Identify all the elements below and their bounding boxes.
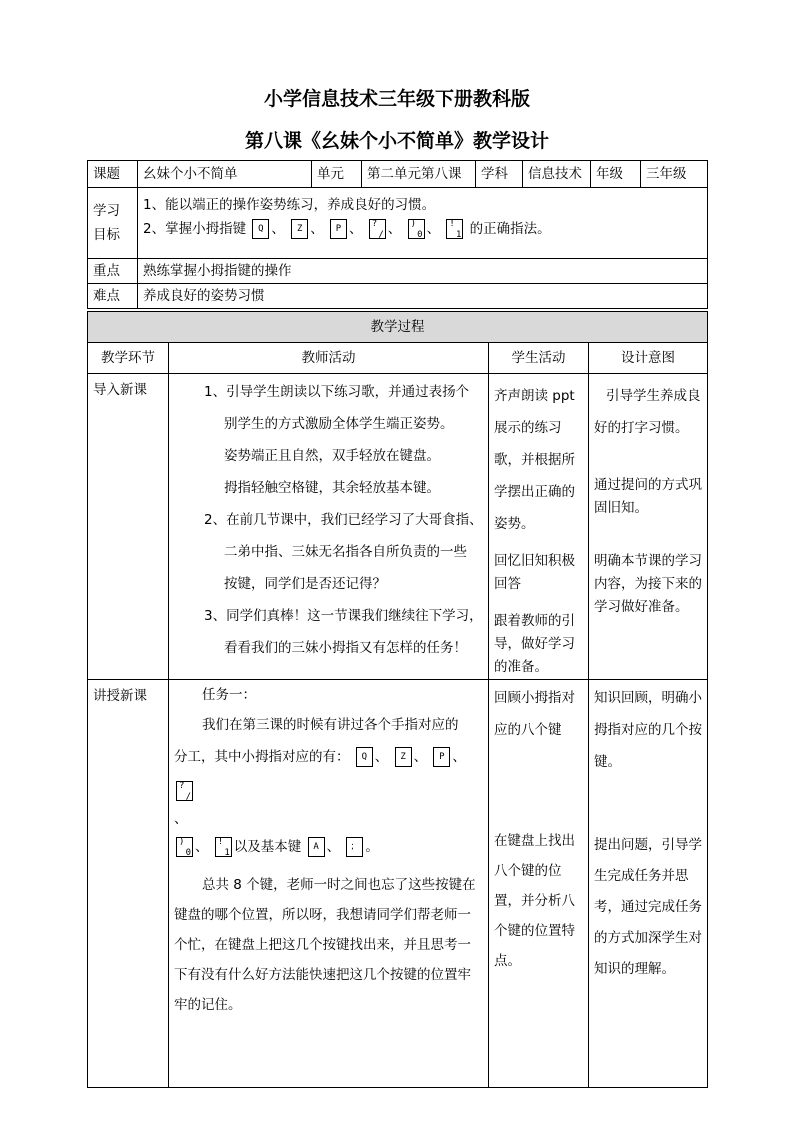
- lesson-title: 第八课《幺妹个小不简单》教学设计: [244, 130, 549, 152]
- separator: 、: [413, 749, 428, 765]
- key-0-bottom: 0: [417, 230, 423, 240]
- lecture-p1d: 。: [365, 839, 379, 855]
- topic-value: 幺妹个小不简单: [138, 161, 312, 188]
- key-1-top: !: [217, 837, 224, 847]
- difficulty-value: 养成良好的姿势习惯: [138, 284, 708, 309]
- header-stage: 教学环节: [88, 343, 169, 374]
- key-slash-top: ?: [179, 781, 185, 791]
- lecture-student-activity: [489, 680, 589, 1088]
- lecture-p1-line2: [174, 740, 483, 808]
- intro-t2c: 按键，同学们是否还记得？: [224, 576, 386, 592]
- goal-line-2-suffix: 的正确指法。: [469, 221, 551, 237]
- key-0-top: ): [410, 219, 416, 229]
- key-1-top: !: [449, 219, 455, 229]
- key-semicolon: ；: [346, 837, 363, 857]
- lecture-p1-line3: [174, 830, 483, 864]
- intro-t2b: 二弟中指、三妹无名指各自所负责的一些: [224, 544, 467, 560]
- intro-t1a: 1、引导学生朗读以下练习歌，并通过表扬个: [204, 384, 470, 400]
- unit-label: 单元: [312, 161, 362, 188]
- key-0-bottom: 0: [185, 848, 191, 858]
- intro-t3a: 3、同学们真棒！这一节课我们继续往下学习，: [204, 608, 483, 624]
- key-1-bottom: 1: [455, 230, 462, 240]
- goal-line-2-prefix: 2、掌握小拇指键: [143, 221, 247, 237]
- goals-content: [138, 188, 708, 259]
- grade-value: 三年级: [641, 161, 708, 188]
- lecture-stage: 讲授新课: [88, 680, 169, 1088]
- intro-design-intent: [589, 374, 708, 680]
- key-0: [408, 219, 425, 239]
- key-slash-top: ?: [371, 219, 378, 229]
- intro-student-activity: [489, 374, 589, 680]
- intro-t1b: 别学生的方式激励全体学生端正姿势。: [224, 416, 454, 432]
- document-title: 小学信息技术三年级下册教科版: [263, 88, 530, 110]
- key-points-value: 熟练掌握小拇指键的操作: [138, 259, 708, 284]
- separator: 、: [310, 221, 324, 237]
- process-title: 教学过程: [88, 312, 708, 343]
- separator: 、: [452, 749, 466, 765]
- intro-t1c: 姿势端正且自然，双手轻放在键盘。: [224, 448, 440, 464]
- lecture-sep-line: 、: [174, 811, 188, 827]
- key-0: [176, 837, 193, 857]
- key-1: [215, 837, 232, 857]
- key-points-label: 重点: [88, 259, 138, 284]
- goals-label-text: 学习目标: [93, 203, 120, 243]
- grade-label: 年级: [591, 161, 641, 188]
- subject-value: 信息技术: [523, 161, 591, 188]
- lesson-info-table: [87, 160, 708, 309]
- intro-d1: 引导学生养成良好的打字习惯。: [594, 388, 701, 436]
- topic-label: 课题: [88, 161, 138, 188]
- intro-teacher-activity: [169, 374, 489, 680]
- key-q: Q: [356, 747, 373, 767]
- intro-t3b: 看看我们的三妹小拇指又有怎样的任务！: [224, 640, 467, 656]
- key-z: Z: [291, 219, 308, 239]
- key-1: [446, 219, 463, 239]
- goal-line-1: 1、能以端正的操作姿势练习，养成良好的习惯。: [143, 197, 436, 213]
- separator: 、: [374, 749, 389, 765]
- header-design: 设计意图: [589, 343, 708, 374]
- intro-stage: 导入新课: [88, 374, 169, 680]
- key-a: A: [308, 837, 325, 857]
- lecture-p1b: 分工，其中小拇指对应的有：: [174, 749, 350, 765]
- key-1-bottom: 1: [224, 848, 230, 858]
- key-p: P: [433, 747, 450, 767]
- lecture-design-intent: [589, 680, 708, 1088]
- lecture-d2: 提出问题，引导学生完成任务并思考，通过完成任务的方式加深学生对知识的理解。: [594, 837, 702, 977]
- key-p: P: [330, 219, 347, 239]
- difficulty-label: 难点: [88, 284, 138, 309]
- separator: 、: [326, 839, 341, 855]
- key-q: Q: [252, 219, 269, 239]
- header-teacher: 教师活动: [169, 343, 489, 374]
- intro-s2: 回忆旧知积极回答: [494, 553, 575, 592]
- goal-line-2: [143, 218, 702, 240]
- lecture-s2: 在键盘上找出八个键的位置，并分析八个键的位置特点。: [494, 833, 575, 969]
- lecture-s1: 回顾小拇指对应的八个键: [494, 690, 575, 738]
- separator: 、: [195, 839, 209, 855]
- goals-label: [88, 188, 138, 259]
- teaching-process-table: [87, 311, 708, 1088]
- lecture-task: 任务一：: [202, 687, 256, 703]
- key-0-top: ): [179, 837, 185, 847]
- intro-s1: 齐声朗读 ppt 展示的练习歌，并根据所学摆出正确的姿势。: [494, 388, 575, 532]
- header-student: 学生活动: [489, 343, 589, 374]
- lecture-d1: 知识回顾，明确小拇指对应的几个按键。: [594, 690, 702, 770]
- subject-label: 学科: [476, 161, 523, 188]
- unit-value: 第二单元第八课: [362, 161, 476, 188]
- lecture-teacher-activity: [169, 680, 489, 1088]
- intro-t2a: 2、在前几节课中，我们已经学习了大哥食指、: [204, 512, 483, 528]
- lecture-p2: 总共 8 个键，老师一时之间也忘了这些按键在键盘的哪个位置，所以呀，我想请同学们帮老师一个忙，在键盘上把这几个按键找出来，并且思考一下有没有什么好方法能快速把这几个按键的位置牢牢的记住。: [174, 877, 476, 1013]
- separator: 、: [348, 221, 363, 237]
- lecture-p1c: 以及基本键: [233, 839, 302, 855]
- intro-d3: 明确本节课的学习内容，为接下来的学习做好准备。: [594, 553, 702, 615]
- intro-d2: 通过提问的方式巩固旧知。: [594, 477, 702, 516]
- intro-s3: 跟着教师的引导，做好学习的准备。: [494, 613, 575, 675]
- key-slash: [369, 219, 386, 239]
- key-slash: [176, 781, 193, 801]
- key-z: Z: [395, 747, 412, 767]
- separator: 、: [426, 221, 441, 237]
- key-slash-bottom: /: [185, 792, 191, 802]
- separator: 、: [271, 221, 285, 237]
- key-slash-bottom: /: [378, 230, 384, 240]
- intro-t1d: 拇指轻触空格键，其余轻放基本键。: [224, 480, 440, 496]
- separator: 、: [387, 221, 402, 237]
- lecture-p1a: 我们在第三课的时候有讲过各个手指对应的: [202, 717, 459, 733]
